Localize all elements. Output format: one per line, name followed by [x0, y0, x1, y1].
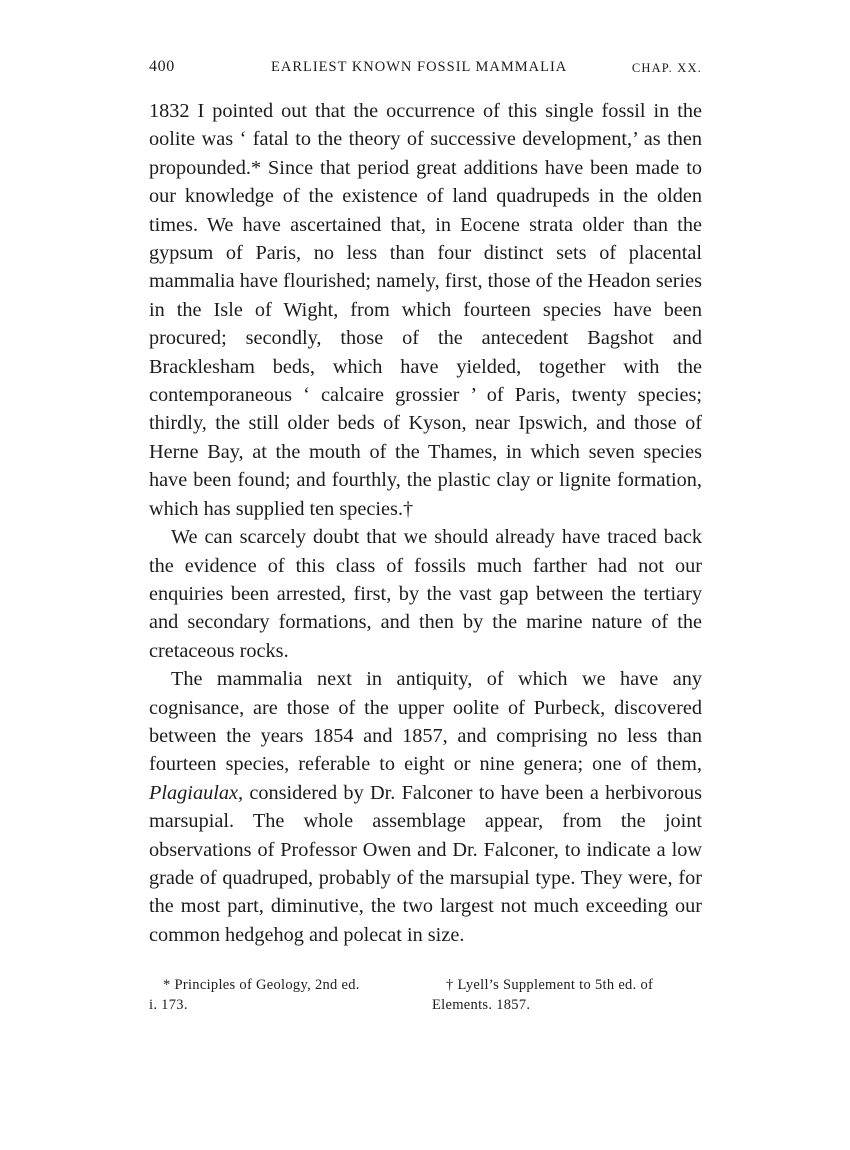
- paragraph: [149, 665, 702, 949]
- footnote-line: † Lyell’s Supplement to 5th ed. of: [446, 977, 654, 994]
- paragraph-text: considered by Dr. Falconer to have been a herbivorous marsupial. The whole assemblage appear, from the joint observations of Professor Owen and Dr. Falconer, to indicate a low grade of quadruped, probably of the marsupial type. They were, for the most part, diminutive, the two largest not much exceeding our common hedgehog and polecat in size.: [149, 781, 702, 946]
- paragraph-text: The mammalia next in antiquity, of which we have any cognisance, are those of the upper oolite of Purbeck, discovered between the years 1854 and 1857, and comprising no less than fourteen species, referable to eight or nine genera; one of them,: [149, 668, 702, 776]
- footnote: [432, 975, 702, 1015]
- genus-name: Plagiaulax,: [149, 781, 244, 804]
- page-number: 400: [149, 58, 175, 75]
- footnote: [149, 975, 411, 1015]
- paragraph: [149, 523, 702, 665]
- footnote-line: Elements. 1857.: [432, 997, 531, 1014]
- footnote-line: * Principles of Geology, 2nd ed.: [163, 977, 360, 994]
- paragraph-text: 1832 I pointed out that the occurrence of this single fossil in the oolite was ‘ fatal to the theory of successive development,’ as then propounded.* Since that period great additions have been made to our knowledge of the existence of land quadrupeds in the olden times. We have ascertained that, in Eocene strata older than the gypsum of Paris, no less than four distinct sets of placental mammalia have flourished; namely, first, those of the Headon series in the Isle of Wight, from which fourteen species have been procured; secondly, those of the antecedent Bagshot and Bracklesham beds, which have yielded, together with the contemporaneous ‘ calcaire grossier ’ of Paris, twenty species; thirdly, the still older beds of Kyson, near Ipswich, and those of Herne Bay, at the mouth of the Thames, in which seven species have been found; and fourthly, the plastic clay or lignite formation, which has supplied ten species.†: [149, 100, 702, 520]
- body-text: [149, 97, 702, 949]
- footnote-line: i. 173.: [149, 997, 188, 1014]
- running-head: [149, 58, 702, 84]
- footnotes: [149, 975, 702, 1015]
- paragraph-text: We can scarcely doubt that we should already have traced back the evidence of this class of fossils much farther had not our enquiries been arrested, first, by the vast gap between the tertiary and secondary formations, and then by the marine nature of the cretaceous rocks.: [149, 526, 702, 662]
- running-title: EARLIEST KNOWN FOSSIL MAMMALIA: [271, 59, 568, 75]
- paragraph: [149, 97, 702, 523]
- book-page: [149, 58, 702, 1015]
- chapter-label: CHAP. XX.: [631, 61, 702, 75]
